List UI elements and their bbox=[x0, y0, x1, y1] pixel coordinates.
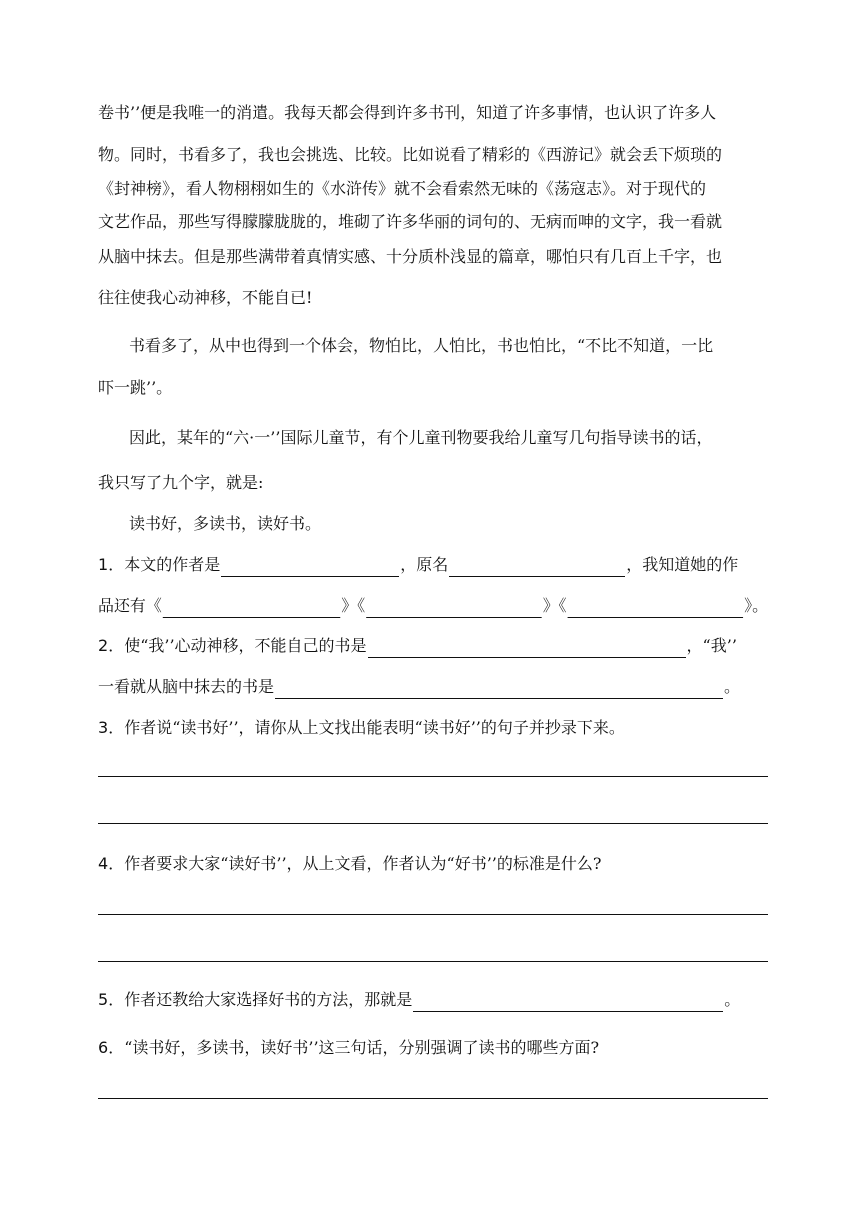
answer-blank-work-3[interactable] bbox=[568, 599, 743, 618]
question-6 bbox=[98, 1036, 599, 1060]
question-number: 5 bbox=[98, 990, 109, 1009]
question-text: ．作者还教给大家选择好书的方法，那就是 bbox=[108, 990, 413, 1009]
question-text: ，“我’’ bbox=[686, 636, 737, 655]
passage-line: 文艺作品，那些写得朦朦胧胧的，堆砌了许多华丽的词句的、无病而呻的文字，我一看就 bbox=[98, 212, 723, 231]
question-text: ．作者要求大家“读好书’’，从上文看，作者认为“好书’’的标准是什么? bbox=[108, 854, 602, 873]
answer-blank-author[interactable] bbox=[221, 558, 399, 577]
passage-line: 往往使我心动神移，不能自已! bbox=[98, 288, 313, 307]
passage-line: 卷书’’便是我唯一的消遣。我每天都会得到许多书刊，知道了许多事情，也认识了许多人 bbox=[98, 103, 717, 122]
question-text: ．作者说“读书好’’，请你从上文找出能表明“读书好’’的句子并抄录下来。 bbox=[108, 718, 625, 737]
passage-line: 因此，某年的“六·一’’国际儿童节，有个儿童刊物要我给儿童写几句指导读书的话， bbox=[129, 428, 713, 447]
passage-line: 读书好，多读书，读好书。 bbox=[129, 514, 322, 533]
question-text: ．本文的作者是 bbox=[108, 555, 221, 574]
question-text: ．使“我’’心动神移，不能自己的书是 bbox=[108, 636, 367, 655]
question-number: 4 bbox=[98, 854, 109, 873]
question-text: 》《 bbox=[542, 596, 567, 615]
question-text: ，原名 bbox=[400, 555, 449, 574]
answer-line[interactable] bbox=[98, 823, 768, 824]
question-text: ．“读书好，多读书，读好书’’这三句话，分别强调了读书的哪些方面? bbox=[108, 1038, 600, 1057]
question-2 bbox=[98, 634, 737, 658]
question-1 bbox=[98, 553, 738, 577]
answer-blank-forgotten-book[interactable] bbox=[275, 680, 723, 699]
answer-blank-work-2[interactable] bbox=[366, 599, 541, 618]
passage-line: 物。同时，书看多了，我也会挑选、比较。比如说看了精彩的《西游记》就会丢下烦琐的 bbox=[98, 145, 723, 164]
question-3 bbox=[98, 716, 625, 740]
question-number: 3 bbox=[98, 718, 109, 737]
question-number: 6 bbox=[98, 1038, 109, 1057]
answer-blank-original-name[interactable] bbox=[449, 558, 625, 577]
question-text: ，我知道她的作 bbox=[626, 555, 739, 574]
answer-line[interactable] bbox=[98, 1098, 768, 1099]
question-text: 》。 bbox=[744, 596, 769, 615]
question-text: 。 bbox=[724, 677, 741, 696]
passage-line: 《封神榜》，看人物栩栩如生的《水浒传》就不会看索然无味的《荡寇志》。对于现代的 bbox=[98, 179, 707, 198]
passage-line: 吓一跳’’。 bbox=[98, 378, 173, 397]
question-2-cont bbox=[98, 675, 740, 699]
question-text: 一看就从脑中抹去的书是 bbox=[98, 677, 275, 696]
answer-line[interactable] bbox=[98, 914, 768, 915]
question-text: 品还有《 bbox=[98, 596, 162, 615]
answer-line[interactable] bbox=[98, 961, 768, 962]
answer-blank-moving-book[interactable] bbox=[368, 639, 686, 658]
passage-line: 从脑中抹去。但是那些满带着真情实感、十分质朴浅显的篇章，哪怕只有几百上千字，也 bbox=[98, 247, 723, 266]
answer-blank-method[interactable] bbox=[413, 993, 723, 1012]
passage-line: 我只写了九个字，就是: bbox=[98, 473, 264, 492]
question-number: 1 bbox=[98, 555, 109, 574]
question-4 bbox=[98, 852, 601, 876]
question-number: 2 bbox=[98, 636, 109, 655]
question-text: 》《 bbox=[341, 596, 366, 615]
answer-blank-work-1[interactable] bbox=[163, 599, 340, 618]
question-5 bbox=[98, 988, 740, 1012]
answer-line[interactable] bbox=[98, 776, 768, 777]
question-text: 。 bbox=[724, 990, 741, 1009]
question-1-cont bbox=[98, 594, 768, 618]
passage-line: 书看多了，从中也得到一个体会，物怕比，人怕比，书也怕比，“不比不知道，一比 bbox=[129, 336, 714, 355]
